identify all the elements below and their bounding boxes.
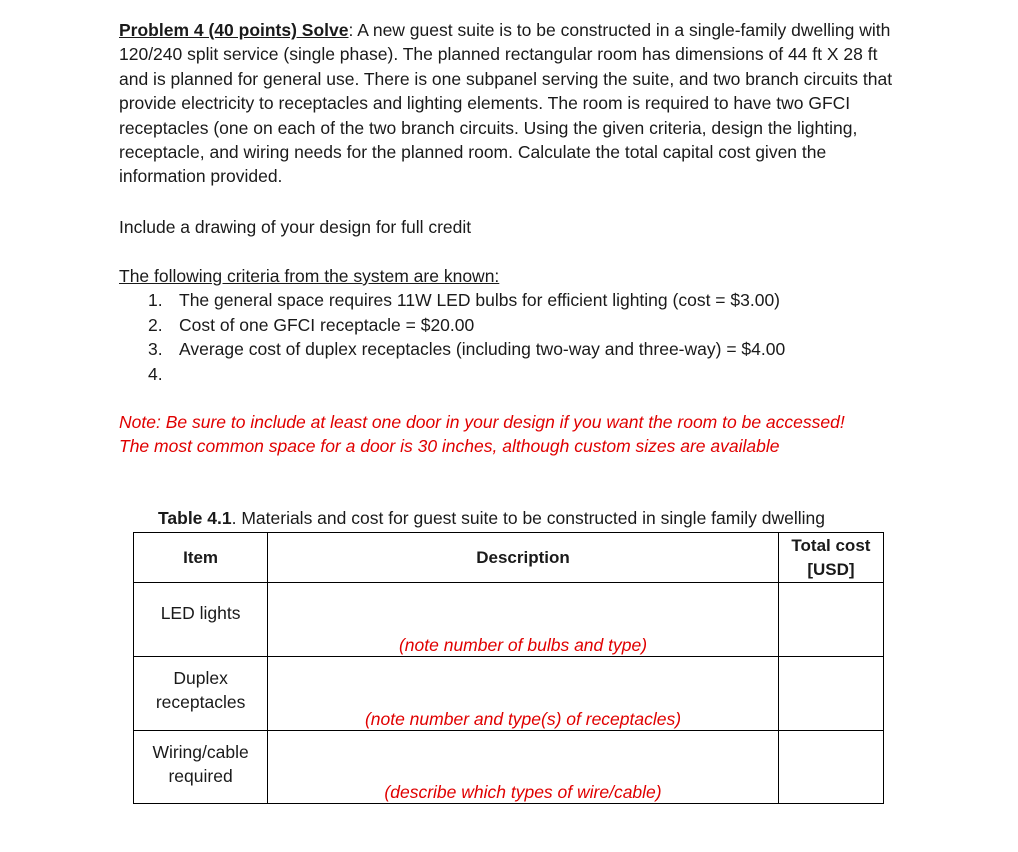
row-cost-cell[interactable]	[778, 731, 883, 804]
row-cost-cell[interactable]	[778, 657, 883, 731]
criteria-number: 4.	[148, 363, 163, 384]
row-item-line-1: LED lights	[160, 602, 241, 623]
problem-statement	[119, 18, 909, 189]
row-description	[268, 583, 779, 657]
header-cost-line-2: [USD]	[807, 559, 855, 579]
problem-heading-colon: :	[348, 20, 354, 40]
row-item	[134, 657, 268, 731]
row-description	[268, 731, 779, 804]
criteria-item	[148, 337, 785, 362]
criteria-heading: The following criteria from the system are known:	[119, 266, 500, 286]
header-item-label: Item	[183, 547, 219, 567]
criteria-text: The general space requires 11W LED bulbs for efficient lighting (cost = $3.00)	[179, 290, 780, 310]
criteria-text: Cost of one GFCI receptacle = $20.00	[179, 314, 475, 335]
row-item	[134, 583, 268, 657]
header-description	[268, 533, 779, 583]
table-row	[134, 657, 884, 731]
table-caption-text: . Materials and cost for guest suite to be constructed in single family dwelling	[231, 508, 825, 528]
row-description-text: (note number of bulbs and type)	[398, 635, 648, 655]
criteria-item	[148, 313, 785, 338]
materials-table	[133, 532, 884, 804]
header-cost-line-1: Total cost	[791, 535, 871, 555]
header-total-cost	[778, 533, 883, 583]
problem-heading: Problem 4 (40 points) Solve	[119, 20, 349, 40]
header-description-label: Description	[476, 547, 570, 567]
row-item-line-1: Duplex	[173, 667, 228, 688]
table-row	[134, 583, 884, 657]
row-item-line-2: required	[168, 766, 233, 786]
table-caption-label: Table 4.1	[158, 508, 232, 528]
problem-body: A new guest suite is to be constructed in a single-family dwelling with 120/240 split service (single phase). The planned rectangular room has dimensions of 44 ft X 28 ft and is planned for general use. There is one subpanel serving the suite, and two branch circuits that provide electricity to receptacles and lighting elements. The room is required to have two GFCI receptacles (one on each of the two branch circuits. Using the given criteria, design the lighting, receptacle, and wiring needs for the planned room. Calculate the total capital cost given the information provided.	[119, 20, 893, 187]
row-item-line-2: receptacles	[155, 691, 246, 712]
row-item	[134, 731, 268, 804]
table-row	[134, 731, 884, 804]
row-description-text: (describe which types of wire/cable)	[384, 782, 662, 802]
table-header-row	[134, 533, 884, 583]
criteria-text: Average cost of duplex receptacles (including two-way and three-way) = $4.00	[179, 339, 786, 359]
drawing-instruction: Include a drawing of your design for full credit	[119, 217, 472, 237]
door-note-line-1: Note: Be sure to include at least one door in your design if you want the room to be accessed!	[119, 412, 845, 432]
header-item	[134, 533, 268, 583]
door-note-line-2: The most common space for a door is 30 inches, although custom sizes are available	[119, 436, 780, 456]
criteria-number: 3.	[148, 339, 163, 359]
table-caption	[158, 508, 825, 529]
criteria-item	[148, 362, 785, 387]
criteria-item	[148, 288, 785, 313]
criteria-list	[148, 288, 785, 386]
row-cost-cell[interactable]	[778, 583, 883, 657]
criteria-number: 2.	[148, 314, 163, 335]
row-description-text: (note number and type(s) of receptacles)	[364, 709, 682, 729]
criteria-number: 1.	[148, 290, 163, 310]
row-item-line-1: Wiring/cable	[152, 742, 249, 762]
row-description	[268, 657, 779, 731]
